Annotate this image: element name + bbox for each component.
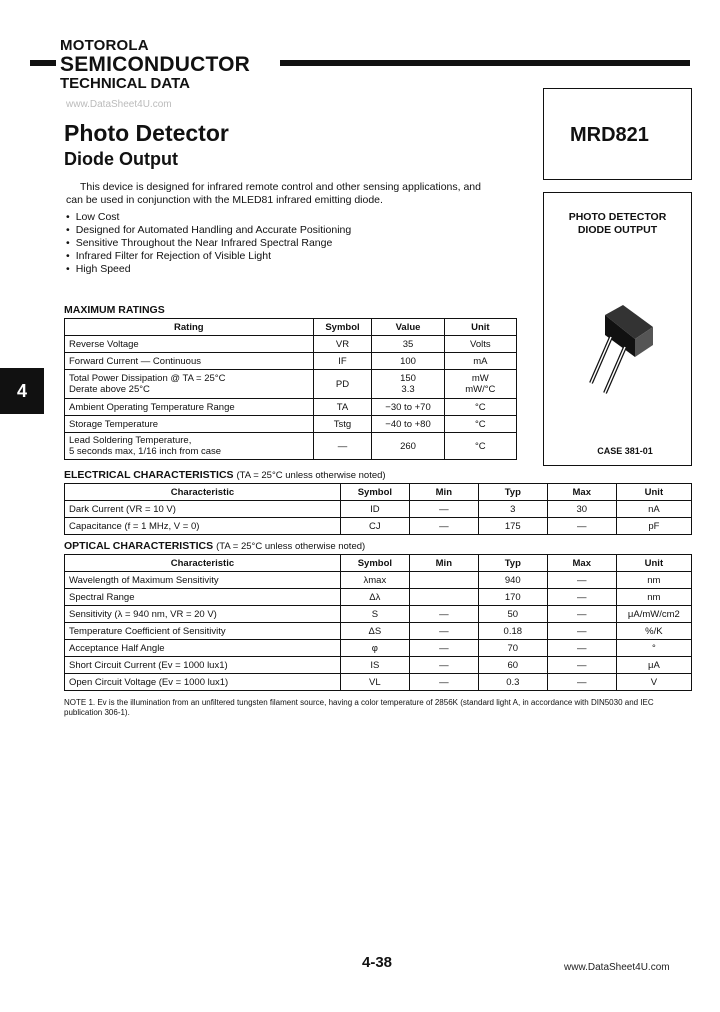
table-row — [65, 589, 692, 606]
table-header-row — [65, 319, 517, 336]
cell-characteristic: Dark Current (VR = 10 V) — [65, 501, 341, 518]
table-row — [65, 657, 692, 674]
cell-min: — — [409, 518, 478, 535]
electrical-title: ELECTRICAL CHARACTERISTICS — [64, 469, 234, 481]
cell-max: — — [547, 518, 616, 535]
cell-min: — — [409, 674, 478, 691]
part-number: MRD821 — [570, 124, 649, 146]
cell-symbol: — — [313, 433, 372, 460]
cell-unit: °C — [444, 399, 516, 416]
cell-characteristic: Temperature Coefficient of Sensitivity — [65, 623, 341, 640]
header-rule-left — [30, 60, 56, 66]
table-row — [65, 433, 517, 460]
electrical-condition: (TA = 25°C unless otherwise noted) — [236, 470, 386, 481]
device-description — [543, 211, 692, 237]
cell-min — [409, 589, 478, 606]
cell-symbol: Δλ — [340, 589, 409, 606]
cell-typ: 0.18 — [478, 623, 547, 640]
cell-symbol: ΔS — [340, 623, 409, 640]
cell-value: 150 3.3 — [372, 370, 444, 399]
table-header-row — [65, 555, 692, 572]
cell-unit: V — [616, 674, 691, 691]
cell-max: — — [547, 572, 616, 589]
cell-unit: ° — [616, 640, 691, 657]
table-row — [65, 416, 517, 433]
watermark: www.DataSheet4U.com — [66, 99, 172, 110]
cell-min — [409, 572, 478, 589]
cell-value: 100 — [372, 353, 444, 370]
table-row — [65, 606, 692, 623]
column-header: Rating — [65, 319, 314, 336]
column-header: Symbol — [313, 319, 372, 336]
table-row — [65, 501, 692, 518]
cell-typ: 940 — [478, 572, 547, 589]
footnote: NOTE 1. Ev is the illumination from an unfiltered tungsten filament source, having a color temperature of 2856K (standard light A, in accordance with DIN5030 and IEC publication 306-1). — [64, 698, 654, 717]
column-header: Max — [547, 555, 616, 572]
features-list — [66, 211, 351, 276]
cell-symbol: PD — [313, 370, 372, 399]
cell-rating: Storage Temperature — [65, 416, 314, 433]
cell-min: — — [409, 501, 478, 518]
footer-site: www.DataSheet4U.com — [564, 962, 670, 973]
section-tab: 4 — [0, 368, 44, 414]
cell-unit: μA — [616, 657, 691, 674]
cell-max: — — [547, 657, 616, 674]
cell-min: — — [409, 606, 478, 623]
cell-rating: Lead Soldering Temperature, 5 seconds max, 1/16 inch from case — [65, 433, 314, 460]
cell-symbol: CJ — [340, 518, 409, 535]
electrical-heading — [64, 469, 386, 481]
optical-title: OPTICAL CHARACTERISTICS — [64, 540, 214, 552]
column-header: Min — [409, 484, 478, 501]
intro-line-1: This device is designed for infrared remote control and other sensing applications, and — [80, 181, 481, 193]
cell-symbol: VR — [313, 336, 372, 353]
column-header: Unit — [616, 484, 691, 501]
feature-item: • Low Cost — [66, 211, 351, 224]
cell-unit: nm — [616, 589, 691, 606]
table-row — [65, 353, 517, 370]
cell-typ: 3 — [478, 501, 547, 518]
cell-value: −30 to +70 — [372, 399, 444, 416]
cell-rating: Ambient Operating Temperature Range — [65, 399, 314, 416]
device-desc-line-1: PHOTO DETECTOR — [568, 211, 667, 223]
cell-typ: 70 — [478, 640, 547, 657]
cell-max: — — [547, 640, 616, 657]
page-title: Photo Detector — [64, 120, 229, 146]
package-illustration — [575, 295, 675, 405]
brand-line-2: SEMICONDUCTOR — [60, 53, 251, 76]
cell-rating: Forward Current — Continuous — [65, 353, 314, 370]
column-header: Typ — [478, 484, 547, 501]
electrical-table — [64, 483, 692, 535]
brand-line-1: MOTOROLA — [60, 37, 149, 54]
cell-characteristic: Capacitance (f = 1 MHz, V = 0) — [65, 518, 341, 535]
cell-characteristic: Short Circuit Current (Ev = 1000 lux1) — [65, 657, 341, 674]
cell-typ: 175 — [478, 518, 547, 535]
brand-line-3: TECHNICAL DATA — [60, 75, 190, 92]
optical-heading — [64, 540, 365, 552]
cell-unit: Volts — [444, 336, 516, 353]
cell-value: 35 — [372, 336, 444, 353]
cell-unit: %/K — [616, 623, 691, 640]
cell-max: — — [547, 674, 616, 691]
cell-symbol: VL — [340, 674, 409, 691]
cell-symbol: Tstg — [313, 416, 372, 433]
table-row — [65, 623, 692, 640]
column-header: Unit — [616, 555, 691, 572]
cell-unit: °C — [444, 433, 516, 460]
table-row — [65, 336, 517, 353]
cell-typ: 50 — [478, 606, 547, 623]
column-header: Characteristic — [65, 484, 341, 501]
feature-item: • Sensitive Throughout the Near Infrared Spectral Range — [66, 237, 351, 250]
cell-rating: Reverse Voltage — [65, 336, 314, 353]
cell-min: — — [409, 657, 478, 674]
cell-unit: mW mW/°C — [444, 370, 516, 399]
case-label: CASE 381-01 — [597, 446, 653, 456]
column-header: Max — [547, 484, 616, 501]
table-row — [65, 572, 692, 589]
cell-typ: 0.3 — [478, 674, 547, 691]
cell-unit: nA — [616, 501, 691, 518]
optical-condition: (TA = 25°C unless otherwise noted) — [216, 541, 366, 552]
cell-min: — — [409, 623, 478, 640]
feature-item: • Infrared Filter for Rejection of Visible Light — [66, 250, 351, 263]
intro-line-2: can be used in conjunction with the MLED81 infrared emitting diode. — [66, 194, 383, 206]
cell-characteristic: Wavelength of Maximum Sensitivity — [65, 572, 341, 589]
cell-characteristic: Spectral Range — [65, 589, 341, 606]
optical-table — [64, 554, 692, 691]
cell-rating: Total Power Dissipation @ TA = 25°C Derate above 25°C — [65, 370, 314, 399]
brand-header — [60, 38, 250, 91]
table-row — [65, 640, 692, 657]
cell-max: — — [547, 606, 616, 623]
page-number: 4-38 — [362, 954, 393, 971]
cell-max: 30 — [547, 501, 616, 518]
table-header-row — [65, 484, 692, 501]
max-ratings-heading: MAXIMUM RATINGS — [64, 304, 165, 316]
feature-item: • High Speed — [66, 263, 351, 276]
column-header: Value — [372, 319, 444, 336]
cell-symbol: λmax — [340, 572, 409, 589]
cell-max: — — [547, 623, 616, 640]
feature-item: • Designed for Automated Handling and Accurate Positioning — [66, 224, 351, 237]
cell-min: — — [409, 640, 478, 657]
cell-max: — — [547, 589, 616, 606]
cell-characteristic: Sensitivity (λ = 940 nm, VR = 20 V) — [65, 606, 341, 623]
table-row — [65, 674, 692, 691]
header-rule-right — [280, 60, 690, 66]
cell-characteristic: Acceptance Half Angle — [65, 640, 341, 657]
cell-unit: nm — [616, 572, 691, 589]
column-header: Min — [409, 555, 478, 572]
max-ratings-table — [64, 318, 517, 460]
cell-typ: 60 — [478, 657, 547, 674]
page-subtitle: Diode Output — [64, 149, 178, 169]
cell-unit: μA/mW/cm2 — [616, 606, 691, 623]
column-header: Symbol — [340, 484, 409, 501]
cell-symbol: TA — [313, 399, 372, 416]
cell-value: 260 — [372, 433, 444, 460]
cell-unit: pF — [616, 518, 691, 535]
table-row — [65, 518, 692, 535]
cell-symbol: IS — [340, 657, 409, 674]
cell-symbol: ID — [340, 501, 409, 518]
cell-typ: 170 — [478, 589, 547, 606]
cell-characteristic: Open Circuit Voltage (Ev = 1000 lux1) — [65, 674, 341, 691]
cell-symbol: S — [340, 606, 409, 623]
column-header: Typ — [478, 555, 547, 572]
column-header: Symbol — [340, 555, 409, 572]
cell-value: −40 to +80 — [372, 416, 444, 433]
device-desc-line-2: DIODE OUTPUT — [577, 224, 658, 236]
column-header: Characteristic — [65, 555, 341, 572]
table-row — [65, 370, 517, 399]
cell-symbol: φ — [340, 640, 409, 657]
intro-text — [66, 181, 530, 207]
cell-unit: °C — [444, 416, 516, 433]
table-row — [65, 399, 517, 416]
column-header: Unit — [444, 319, 516, 336]
cell-symbol: IF — [313, 353, 372, 370]
cell-unit: mA — [444, 353, 516, 370]
